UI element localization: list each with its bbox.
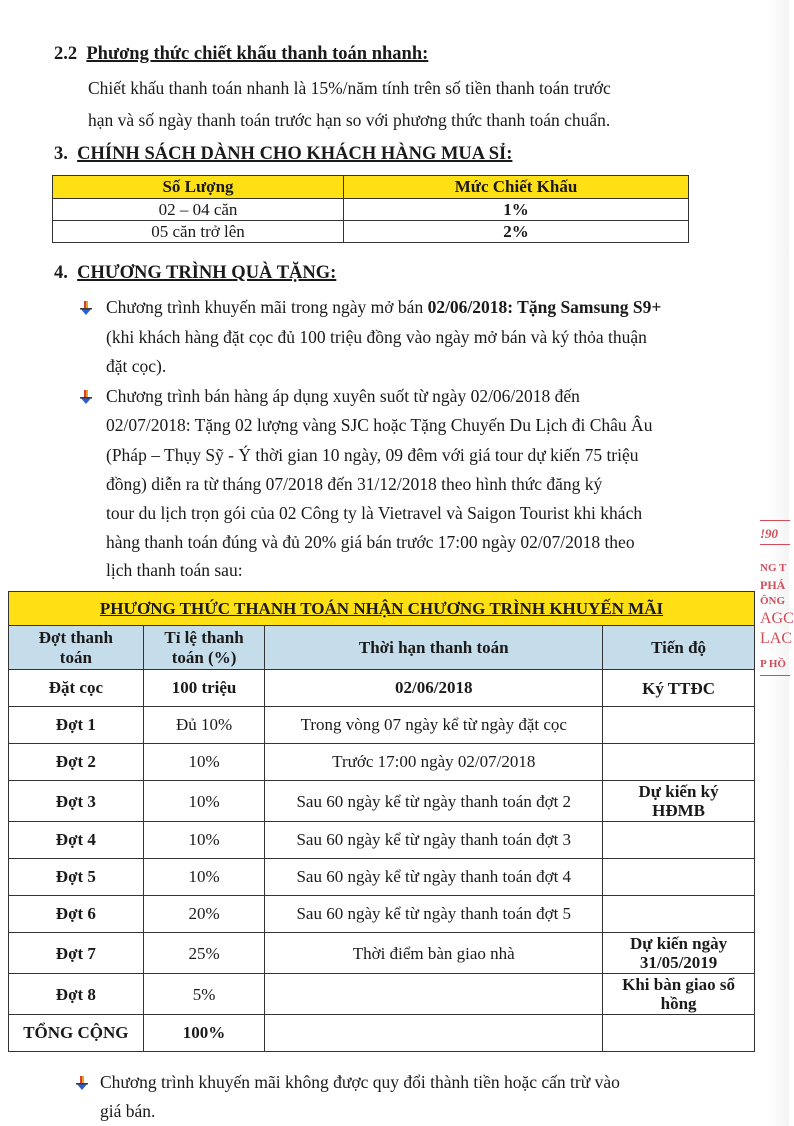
cell-deadline: Trước 17:00 ngày 02/07/2018 [265, 744, 603, 781]
cell-progress [603, 744, 755, 781]
bullet-1-line: đặt cọc). [106, 356, 167, 376]
cell-installment: Đợt 1 [9, 707, 144, 744]
cell-discount: 2% [344, 221, 689, 243]
bullet-2-line: đồng) diễn ra từ tháng 07/2018 đến 31/12/2018 theo hình thức đăng ký [106, 474, 603, 494]
cell-rate: 25% [143, 933, 265, 974]
stamp-rule [760, 520, 790, 521]
cell-rate: 10% [143, 822, 265, 859]
stamp-text: AGC [760, 610, 794, 627]
table-title-row [9, 592, 755, 626]
cell-rate: 5% [143, 974, 265, 1015]
header-installment [9, 626, 144, 670]
header-text: Đợt thanh [38, 627, 113, 647]
footer-note-line: giá bán. [100, 1101, 156, 1121]
table-row [53, 221, 689, 243]
table-title [9, 592, 755, 626]
cell-progress: Ký TTĐC [603, 670, 755, 707]
table-row [9, 744, 755, 781]
footer-note-line: Chương trình khuyến mãi không được quy đổi thành tiền hoặc cấn trừ vào [100, 1072, 620, 1092]
cell-deadline: 02/06/2018 [265, 670, 603, 707]
cell-installment: Đợt 5 [9, 859, 144, 896]
stamp-rule [760, 544, 790, 545]
bullet-2-line: hàng thanh toán đúng và đủ 20% giá bán trước 17:00 ngày 02/07/2018 theo [106, 532, 635, 552]
section-number: 2.2 [54, 44, 78, 64]
table-row [9, 896, 755, 933]
header-text: toán (%) [171, 647, 237, 667]
progress-text: 31/05/2019 [639, 953, 718, 972]
cell-progress [603, 707, 755, 744]
stamp-text: P HỒ [760, 658, 786, 670]
cell-progress [603, 1015, 755, 1052]
cell-progress [603, 974, 755, 1015]
progress-text: Dự kiến ký [638, 782, 719, 801]
cell-total-label: TỔNG CỘNG [9, 1015, 144, 1052]
paragraph-line: hạn và số ngày thanh toán trước hạn so với phương thức thanh toán chuẩn. [88, 110, 611, 130]
progress-text: HĐMB [652, 801, 706, 820]
cell-rate: 100 triệu [143, 670, 265, 707]
red-stamp-fragment [760, 520, 794, 710]
bullet-highlight: 02/06/2018: Tặng Samsung S9+ [427, 297, 662, 317]
paragraph-line: Chiết khấu thanh toán nhanh là 15%/năm tính trên số tiền thanh toán trước [88, 78, 611, 98]
cell-rate: 20% [143, 896, 265, 933]
cell-rate: 10% [143, 859, 265, 896]
cell-quantity: 02 – 04 căn [53, 199, 344, 221]
section-number: 4. [54, 263, 68, 283]
bullet-2-line: lịch thanh toán sau: [106, 560, 243, 580]
cell-rate: 10% [143, 744, 265, 781]
cell-installment: Đợt 8 [9, 974, 144, 1015]
cell-rate: Đủ 10% [143, 707, 265, 744]
table-row [9, 781, 755, 822]
wholesale-discount-table [52, 175, 689, 243]
cell-deadline: Trong vòng 07 ngày kể từ ngày đặt cọc [265, 707, 603, 744]
stamp-text: NG T [760, 562, 787, 574]
header-discount: Mức Chiết Khấu [344, 176, 689, 199]
cell-deadline [265, 974, 603, 1015]
stamp-text: !90 [760, 526, 779, 541]
cell-installment: Đợt 6 [9, 896, 144, 933]
header-rate [143, 626, 265, 670]
cell-deadline: Thời điểm bàn giao nhà [265, 933, 603, 974]
stamp-text: ÔNG [760, 595, 786, 607]
table-row [9, 707, 755, 744]
bullet-text: Chương trình khuyến mãi trong ngày mở bán [106, 297, 428, 317]
progress-text: Khi bàn giao sổ [622, 975, 736, 994]
section-number: 3. [54, 144, 68, 164]
payment-schedule-table [8, 591, 755, 1052]
bullet-2-line: 02/07/2018: Tặng 02 lượng vàng SJC hoặc Tặng Chuyến Du Lịch đi Châu Âu [106, 415, 653, 435]
stamp-text: PHÁ [760, 578, 786, 592]
bullet-2-line: Chương trình bán hàng áp dụng xuyên suốt từ ngày 02/06/2018 đến [106, 386, 580, 406]
table-total-row [9, 1015, 755, 1052]
table-row [9, 933, 755, 974]
cell-installment: Đợt 2 [9, 744, 144, 781]
cell-quantity: 05 căn trở lên [53, 221, 344, 243]
cell-installment: Đợt 3 [9, 781, 144, 822]
bullet-2-line: tour du lịch trọn gói của 02 Công ty là Vietravel và Saigon Tourist khi khách [106, 503, 643, 523]
cell-rate: 10% [143, 781, 265, 822]
bullet-1-line: (khi khách hàng đặt cọc đủ 100 triệu đồng vào ngày mở bán và ký thỏa thuận [106, 327, 647, 347]
cell-progress [603, 933, 755, 974]
header-text: Tỉ lệ thanh [164, 627, 244, 647]
section-4-heading [54, 263, 336, 284]
cell-deadline: Sau 60 ngày kể từ ngày thanh toán đợt 5 [265, 896, 603, 933]
table-header-row [9, 626, 755, 670]
header-deadline: Thời hạn thanh toán [265, 626, 603, 670]
cell-installment: Đợt 4 [9, 822, 144, 859]
table-row [9, 822, 755, 859]
cell-discount: 1% [344, 199, 689, 221]
cell-deadline: Sau 60 ngày kể từ ngày thanh toán đợt 2 [265, 781, 603, 822]
table-row [9, 670, 755, 707]
bullet-1-line [106, 293, 661, 321]
section-title: Phương thức chiết khấu thanh toán nhanh: [86, 44, 429, 64]
cell-progress [603, 781, 755, 822]
section-2-2-heading [54, 44, 428, 65]
header-progress: Tiến độ [603, 626, 755, 670]
cell-installment: Đợt 7 [9, 933, 144, 974]
cell-progress [603, 896, 755, 933]
stamp-text: LAC [760, 630, 792, 647]
table-row [53, 199, 689, 221]
progress-text: Dự kiến ngày [630, 934, 728, 953]
header-text: toán [59, 647, 92, 667]
table-header-row [53, 176, 689, 199]
arrow-down-bullet-icon [78, 389, 94, 405]
cell-total-rate: 100% [143, 1015, 265, 1052]
table-title-text: PHƯƠNG THỨC THANH TOÁN NHẬN CHƯƠNG TRÌNH KHUYẾN MÃI [99, 598, 664, 618]
header-quantity: Số Lượng [53, 176, 344, 199]
bullet-2-line: (Pháp – Thụy Sỹ - Ý thời gian 10 ngày, 09 đêm với giá tour dự kiến 75 triệu [106, 445, 639, 465]
section-title: CHƯƠNG TRÌNH QUÀ TẶNG: [77, 263, 337, 283]
cell-progress [603, 822, 755, 859]
cell-installment: Đặt cọc [9, 670, 144, 707]
arrow-down-bullet-icon [78, 300, 94, 316]
section-title: CHÍNH SÁCH DÀNH CHO KHÁCH HÀNG MUA SỈ: [77, 144, 513, 164]
table-row [9, 974, 755, 1015]
section-3-heading [54, 144, 512, 165]
cell-deadline: Sau 60 ngày kể từ ngày thanh toán đợt 3 [265, 822, 603, 859]
cell-progress [603, 859, 755, 896]
cell-deadline [265, 1015, 603, 1052]
arrow-down-bullet-icon [74, 1075, 90, 1091]
stamp-rule [760, 675, 790, 676]
progress-text: hồng [660, 994, 697, 1013]
cell-deadline: Sau 60 ngày kể từ ngày thanh toán đợt 4 [265, 859, 603, 896]
table-row [9, 859, 755, 896]
